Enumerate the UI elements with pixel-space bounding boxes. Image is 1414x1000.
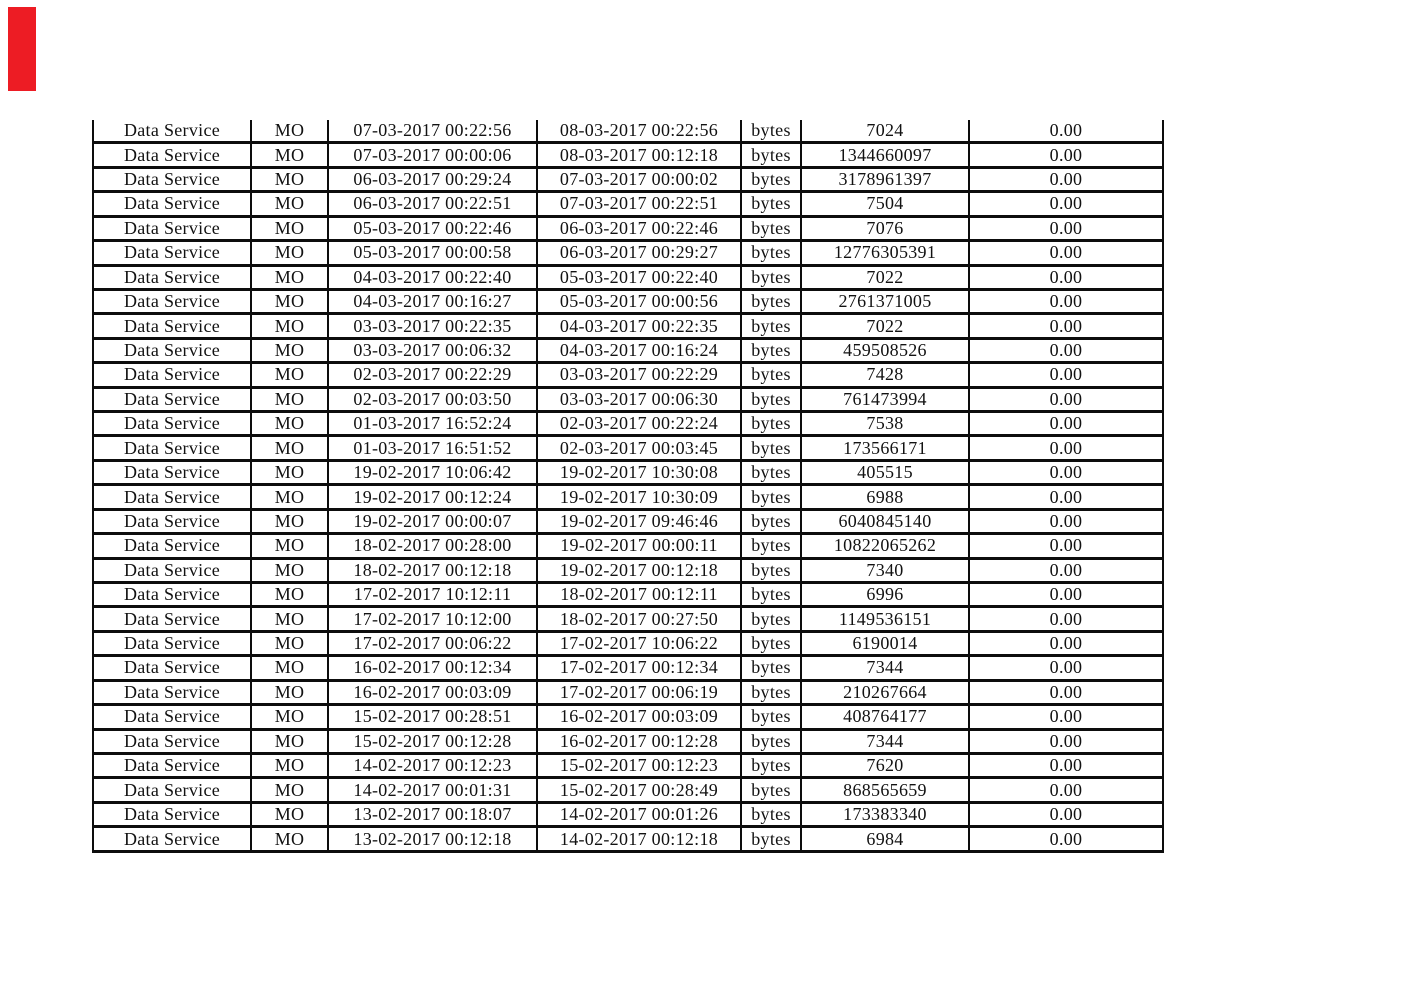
charge-cell: 0.00 [969,705,1163,729]
end-time-cell: 04-03-2017 00:16:24 [537,338,741,362]
volume-cell: 868565659 [801,778,969,802]
end-time-cell: 18-02-2017 00:27:50 [537,607,741,631]
service-cell: Data Service [93,436,251,460]
charge-cell: 0.00 [969,753,1163,777]
unit-cell: bytes [741,412,801,436]
service-cell: Data Service [93,241,251,265]
direction-cell: MO [251,802,328,826]
start-time-cell: 04-03-2017 00:16:27 [328,289,537,313]
start-time-cell: 16-02-2017 00:03:09 [328,680,537,704]
table-row [93,143,1163,167]
service-cell: Data Service [93,460,251,484]
charge-cell: 0.00 [969,485,1163,509]
start-time-cell: 13-02-2017 00:12:18 [328,827,537,852]
end-time-cell: 15-02-2017 00:28:49 [537,778,741,802]
unit-cell: bytes [741,289,801,313]
end-time-cell: 19-02-2017 10:30:09 [537,485,741,509]
usage-table [92,120,1164,853]
end-time-cell: 19-02-2017 10:30:08 [537,460,741,484]
table-row [93,363,1163,387]
direction-cell: MO [251,729,328,753]
table-row [93,485,1163,509]
direction-cell: MO [251,778,328,802]
end-time-cell: 14-02-2017 00:12:18 [537,827,741,852]
direction-cell: MO [251,387,328,411]
charge-cell: 0.00 [969,778,1163,802]
volume-cell: 7024 [801,120,969,143]
unit-cell: bytes [741,314,801,338]
direction-cell: MO [251,607,328,631]
unit-cell: bytes [741,120,801,143]
unit-cell: bytes [741,827,801,852]
volume-cell: 7620 [801,753,969,777]
table-row [93,460,1163,484]
end-time-cell: 07-03-2017 00:22:51 [537,192,741,216]
unit-cell: bytes [741,680,801,704]
service-cell: Data Service [93,656,251,680]
charge-cell: 0.00 [969,314,1163,338]
service-cell: Data Service [93,607,251,631]
start-time-cell: 07-03-2017 00:22:56 [328,120,537,143]
direction-cell: MO [251,460,328,484]
service-cell: Data Service [93,827,251,852]
service-cell: Data Service [93,363,251,387]
volume-cell: 408764177 [801,705,969,729]
service-cell: Data Service [93,265,251,289]
volume-cell: 7076 [801,216,969,240]
start-time-cell: 06-03-2017 00:22:51 [328,192,537,216]
service-cell: Data Service [93,338,251,362]
volume-cell: 7344 [801,656,969,680]
service-cell: Data Service [93,631,251,655]
unit-cell: bytes [741,729,801,753]
end-time-cell: 18-02-2017 00:12:11 [537,583,741,607]
start-time-cell: 01-03-2017 16:51:52 [328,436,537,460]
usage-table-body [93,120,1163,852]
service-cell: Data Service [93,583,251,607]
volume-cell: 210267664 [801,680,969,704]
unit-cell: bytes [741,509,801,533]
start-time-cell: 18-02-2017 00:28:00 [328,534,537,558]
charge-cell: 0.00 [969,802,1163,826]
volume-cell: 3178961397 [801,167,969,191]
direction-cell: MO [251,558,328,582]
charge-cell: 0.00 [969,607,1163,631]
volume-cell: 6996 [801,583,969,607]
unit-cell: bytes [741,436,801,460]
service-cell: Data Service [93,729,251,753]
start-time-cell: 15-02-2017 00:28:51 [328,705,537,729]
volume-cell: 6040845140 [801,509,969,533]
volume-cell: 7022 [801,265,969,289]
start-time-cell: 13-02-2017 00:18:07 [328,802,537,826]
service-cell: Data Service [93,120,251,143]
table-row [93,120,1163,143]
volume-cell: 6988 [801,485,969,509]
end-time-cell: 16-02-2017 00:03:09 [537,705,741,729]
start-time-cell: 04-03-2017 00:22:40 [328,265,537,289]
direction-cell: MO [251,143,328,167]
start-time-cell: 19-02-2017 10:06:42 [328,460,537,484]
charge-cell: 0.00 [969,120,1163,143]
direction-cell: MO [251,412,328,436]
service-cell: Data Service [93,167,251,191]
direction-cell: MO [251,289,328,313]
unit-cell: bytes [741,802,801,826]
start-time-cell: 15-02-2017 00:12:28 [328,729,537,753]
service-cell: Data Service [93,387,251,411]
unit-cell: bytes [741,583,801,607]
end-time-cell: 17-02-2017 00:12:34 [537,656,741,680]
unit-cell: bytes [741,216,801,240]
volume-cell: 12776305391 [801,241,969,265]
table-row [93,387,1163,411]
charge-cell: 0.00 [969,680,1163,704]
service-cell: Data Service [93,289,251,313]
volume-cell: 6190014 [801,631,969,655]
unit-cell: bytes [741,338,801,362]
charge-cell: 0.00 [969,509,1163,533]
end-time-cell: 19-02-2017 00:00:11 [537,534,741,558]
unit-cell: bytes [741,656,801,680]
unit-cell: bytes [741,534,801,558]
end-time-cell: 08-03-2017 00:12:18 [537,143,741,167]
end-time-cell: 16-02-2017 00:12:28 [537,729,741,753]
charge-cell: 0.00 [969,631,1163,655]
table-row [93,436,1163,460]
table-row [93,534,1163,558]
service-cell: Data Service [93,485,251,509]
volume-cell: 405515 [801,460,969,484]
start-time-cell: 16-02-2017 00:12:34 [328,656,537,680]
volume-cell: 173566171 [801,436,969,460]
start-time-cell: 01-03-2017 16:52:24 [328,412,537,436]
direction-cell: MO [251,436,328,460]
service-cell: Data Service [93,216,251,240]
end-time-cell: 17-02-2017 10:06:22 [537,631,741,655]
end-time-cell: 03-03-2017 00:22:29 [537,363,741,387]
charge-cell: 0.00 [969,241,1163,265]
table-row [93,802,1163,826]
charge-cell: 0.00 [969,558,1163,582]
end-time-cell: 15-02-2017 00:12:23 [537,753,741,777]
direction-cell: MO [251,705,328,729]
table-row [93,558,1163,582]
unit-cell: bytes [741,631,801,655]
service-cell: Data Service [93,802,251,826]
direction-cell: MO [251,314,328,338]
start-time-cell: 19-02-2017 00:12:24 [328,485,537,509]
start-time-cell: 05-03-2017 00:00:58 [328,241,537,265]
unit-cell: bytes [741,167,801,191]
service-cell: Data Service [93,314,251,338]
red-marker [8,7,36,91]
start-time-cell: 07-03-2017 00:00:06 [328,143,537,167]
table-row [93,680,1163,704]
charge-cell: 0.00 [969,216,1163,240]
charge-cell: 0.00 [969,460,1163,484]
volume-cell: 7344 [801,729,969,753]
service-cell: Data Service [93,558,251,582]
direction-cell: MO [251,827,328,852]
table-row [93,289,1163,313]
unit-cell: bytes [741,143,801,167]
end-time-cell: 07-03-2017 00:00:02 [537,167,741,191]
charge-cell: 0.00 [969,534,1163,558]
unit-cell: bytes [741,192,801,216]
charge-cell: 0.00 [969,338,1163,362]
direction-cell: MO [251,363,328,387]
start-time-cell: 17-02-2017 10:12:00 [328,607,537,631]
unit-cell: bytes [741,363,801,387]
table-row [93,314,1163,338]
charge-cell: 0.00 [969,363,1163,387]
end-time-cell: 02-03-2017 00:22:24 [537,412,741,436]
charge-cell: 0.00 [969,265,1163,289]
direction-cell: MO [251,509,328,533]
volume-cell: 1149536151 [801,607,969,631]
direction-cell: MO [251,631,328,655]
service-cell: Data Service [93,680,251,704]
service-cell: Data Service [93,534,251,558]
volume-cell: 7022 [801,314,969,338]
volume-cell: 10822065262 [801,534,969,558]
table-row [93,656,1163,680]
direction-cell: MO [251,753,328,777]
direction-cell: MO [251,583,328,607]
table-row [93,192,1163,216]
volume-cell: 7504 [801,192,969,216]
charge-cell: 0.00 [969,143,1163,167]
unit-cell: bytes [741,607,801,631]
start-time-cell: 19-02-2017 00:00:07 [328,509,537,533]
end-time-cell: 03-03-2017 00:06:30 [537,387,741,411]
volume-cell: 459508526 [801,338,969,362]
direction-cell: MO [251,485,328,509]
charge-cell: 0.00 [969,289,1163,313]
unit-cell: bytes [741,753,801,777]
charge-cell: 0.00 [969,436,1163,460]
volume-cell: 6984 [801,827,969,852]
unit-cell: bytes [741,485,801,509]
start-time-cell: 14-02-2017 00:01:31 [328,778,537,802]
table-row [93,778,1163,802]
end-time-cell: 02-03-2017 00:03:45 [537,436,741,460]
table-row [93,583,1163,607]
direction-cell: MO [251,167,328,191]
unit-cell: bytes [741,241,801,265]
table-row [93,607,1163,631]
direction-cell: MO [251,192,328,216]
direction-cell: MO [251,216,328,240]
charge-cell: 0.00 [969,192,1163,216]
start-time-cell: 03-03-2017 00:22:35 [328,314,537,338]
direction-cell: MO [251,656,328,680]
volume-cell: 7340 [801,558,969,582]
unit-cell: bytes [741,558,801,582]
end-time-cell: 17-02-2017 00:06:19 [537,680,741,704]
direction-cell: MO [251,680,328,704]
start-time-cell: 17-02-2017 10:12:11 [328,583,537,607]
volume-cell: 2761371005 [801,289,969,313]
start-time-cell: 02-03-2017 00:03:50 [328,387,537,411]
end-time-cell: 06-03-2017 00:29:27 [537,241,741,265]
table-row [93,412,1163,436]
start-time-cell: 14-02-2017 00:12:23 [328,753,537,777]
service-cell: Data Service [93,753,251,777]
table-row [93,509,1163,533]
volume-cell: 1344660097 [801,143,969,167]
direction-cell: MO [251,241,328,265]
table-row [93,705,1163,729]
end-time-cell: 06-03-2017 00:22:46 [537,216,741,240]
end-time-cell: 05-03-2017 00:22:40 [537,265,741,289]
unit-cell: bytes [741,387,801,411]
table-row [93,753,1163,777]
end-time-cell: 19-02-2017 09:46:46 [537,509,741,533]
service-cell: Data Service [93,778,251,802]
end-time-cell: 14-02-2017 00:01:26 [537,802,741,826]
table-row [93,827,1163,852]
charge-cell: 0.00 [969,387,1163,411]
table-row [93,241,1163,265]
end-time-cell: 19-02-2017 00:12:18 [537,558,741,582]
end-time-cell: 05-03-2017 00:00:56 [537,289,741,313]
charge-cell: 0.00 [969,583,1163,607]
start-time-cell: 02-03-2017 00:22:29 [328,363,537,387]
start-time-cell: 18-02-2017 00:12:18 [328,558,537,582]
unit-cell: bytes [741,778,801,802]
direction-cell: MO [251,338,328,362]
service-cell: Data Service [93,143,251,167]
volume-cell: 7538 [801,412,969,436]
start-time-cell: 06-03-2017 00:29:24 [328,167,537,191]
table-row [93,265,1163,289]
direction-cell: MO [251,265,328,289]
direction-cell: MO [251,120,328,143]
unit-cell: bytes [741,460,801,484]
start-time-cell: 17-02-2017 00:06:22 [328,631,537,655]
table-row [93,167,1163,191]
unit-cell: bytes [741,705,801,729]
table-row [93,338,1163,362]
end-time-cell: 04-03-2017 00:22:35 [537,314,741,338]
service-cell: Data Service [93,509,251,533]
unit-cell: bytes [741,265,801,289]
start-time-cell: 03-03-2017 00:06:32 [328,338,537,362]
charge-cell: 0.00 [969,827,1163,852]
service-cell: Data Service [93,705,251,729]
end-time-cell: 08-03-2017 00:22:56 [537,120,741,143]
service-cell: Data Service [93,192,251,216]
charge-cell: 0.00 [969,656,1163,680]
table-row [93,729,1163,753]
volume-cell: 173383340 [801,802,969,826]
service-cell: Data Service [93,412,251,436]
charge-cell: 0.00 [969,412,1163,436]
volume-cell: 7428 [801,363,969,387]
table-row [93,631,1163,655]
table-row [93,216,1163,240]
charge-cell: 0.00 [969,729,1163,753]
direction-cell: MO [251,534,328,558]
charge-cell: 0.00 [969,167,1163,191]
start-time-cell: 05-03-2017 00:22:46 [328,216,537,240]
volume-cell: 761473994 [801,387,969,411]
